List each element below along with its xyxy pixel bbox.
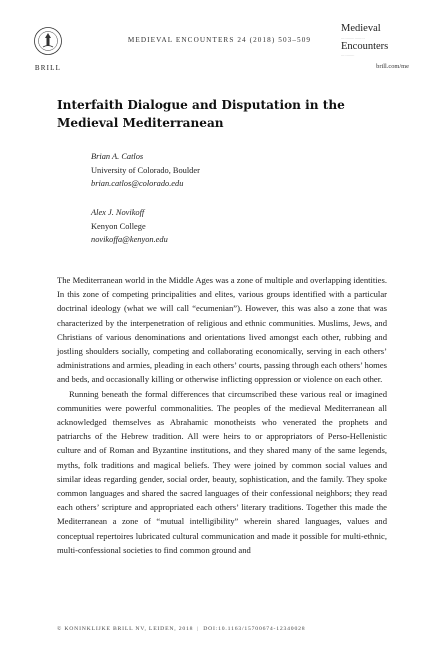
author-affiliation: Kenyon College [91, 221, 146, 231]
publisher-logo [28, 26, 68, 72]
running-head: MEDIEVAL ENCOUNTERS 24 (2018) 503–509 [127, 36, 312, 44]
footer-separator: | [197, 626, 200, 632]
author-affiliation: University of Colorado, Boulder [91, 165, 200, 175]
author-block [91, 150, 200, 191]
author-email[interactable]: novikoffa@kenyon.edu [91, 235, 168, 244]
doi[interactable]: DOI:10.1163/15700674-12340028 [203, 626, 306, 632]
author-name: Alex J. Novikoff [91, 208, 145, 217]
page-footer [57, 626, 387, 632]
author-name: Brian A. Catlos [91, 152, 144, 161]
body-paragraph: The Mediterranean world in the Middle Ages was a zone of multiple and overlapping identities. In this zone of competing principalities and elites, various groups identified with a particular doctrinal ideology (what we will call “ecumenian”). However, this was also a zone that was characterized by the interpenetration of religious and ethnic communities. Muslims, Jews, and Christians of various denominations and orientations lived amongst each other, rubbing and jostling shoulders socially, competing and collaborating economically, serving in each others’ administrations and armies, pleading in each others’ courts, passing through each others’ homes and beds, and occasionally killing or otherwise inflicting oppression or violence on each other. [57, 275, 387, 385]
journal-name-line1: Medieval [341, 23, 381, 34]
journal-url[interactable]: brill.com/me [376, 63, 409, 70]
article-title [57, 96, 387, 132]
journal-logo [341, 23, 409, 58]
title-line1: Interfaith Dialogue and Disputation in the [57, 98, 345, 112]
journal-tagline-decoration: ………………… [341, 35, 365, 40]
journal-subtitle-decoration: ………… [341, 53, 355, 57]
publisher-name: BRILL [34, 64, 62, 72]
title-line2: Medieval Mediterranean [57, 116, 224, 130]
journal-name-line2: Encounters [341, 40, 389, 52]
body-paragraph: Running beneath the formal differences that circumscribed these various real or imagined communities were powerful commonalities. The peoples of the medieval Mediterranean all acknowledged themselves as Abrahamic monotheists who venerated the prophets and patriarchs of the Hebrew tradition. All were heirs to or appropriators of Perso-Hellenistic culture and of Roman and Byzantine institutions, and they shared many of the same legends, myths, folk traditions and magical beliefs. They were joined by common social values and similar ideas regarding gender, social order, beauty, sophistication, and the family. They spoke common languages and shared the sacred languages of their confessional neighbors; they read each others’ scripture and appropriated each others’ literary traditions. Together this made the Mediterranean a zone of “mutual intelligibility” wherein shared languages, values and conceptual repertoires lubricated cultural communication and made it possible for multi-ethnic, multi-confessional societies to find common ground and [57, 388, 387, 555]
copyright-notice: © KONINKLIJKE BRILL NV, LEIDEN, 2018 [57, 626, 194, 632]
article-body [57, 273, 387, 557]
author-email[interactable]: brian.catlos@colorado.edu [91, 179, 184, 188]
author-block [91, 206, 168, 247]
